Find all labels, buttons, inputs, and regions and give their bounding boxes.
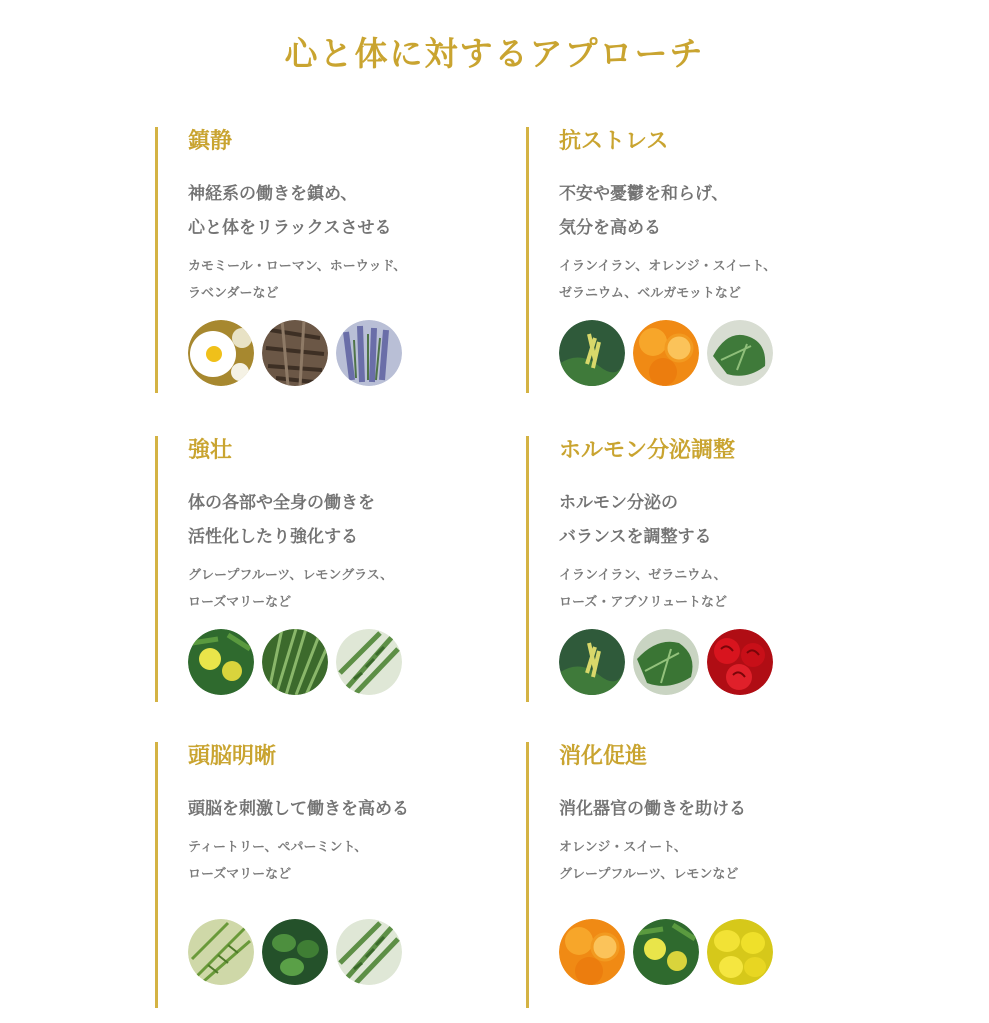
card-oils: ティートリー、ペパーミント、 ローズマリーなど [188,840,368,882]
card-description: ホルモン分泌の バランスを調整する [559,493,712,547]
card-oils: オレンジ・スイート、 グレープフルーツ、レモンなど [559,840,739,882]
tea-tree-photo [188,919,254,985]
ylang-ylang-photo [559,629,625,695]
card-oils: イランイラン、ゼラニウム、 ローズ・アブソリュートなど [559,568,727,610]
red-rose-photo [707,629,773,695]
card-description: 頭脳を刺激して働きを高める [188,799,409,819]
card-tonic [155,436,495,702]
grapefruit-tree-photo [188,629,254,695]
rosemary-photo [336,629,402,695]
card-sedation [155,127,495,393]
grapefruit-tree-photo [633,919,699,985]
card-hormone-balance [526,436,866,702]
card-anti-stress [526,127,866,393]
lavender-photo [336,320,402,386]
card-oils: イランイラン、オレンジ・スイート、 ゼラニウム、ベルガモットなど [559,259,777,301]
chamomile-photo [188,320,254,386]
card-description: 神経系の働きを鎮め、 心と体をリラックスさせる [188,184,392,238]
ylang-ylang-photo [559,320,625,386]
geranium-leaf-photo [707,320,773,386]
card-heading: 鎮静 [188,129,233,154]
card-heading: 強壮 [188,438,233,463]
page-title: 心と体に対するアプローチ [284,34,705,73]
lemongrass-photo [262,629,328,695]
card-oils: カモミール・ローマン、ホーウッド、 ラベンダーなど [188,259,407,301]
orange-photo [633,320,699,386]
card-heading: 消化促進 [559,744,648,769]
card-description: 消化器官の働きを助ける [559,799,746,819]
wood-bark-photo [262,320,328,386]
orange-photo [559,919,625,985]
lemon-photo [707,919,773,985]
peppermint-photo [262,919,328,985]
card-heading: 抗ストレス [559,129,669,154]
card-heading: 頭脳明晰 [188,744,277,769]
card-digestion [526,742,866,1008]
rosemary-photo [336,919,402,985]
card-description: 不安や憂鬱を和らげ、 気分を高める [559,184,729,238]
card-heading: ホルモン分泌調整 [559,438,736,463]
card-mental-clarity [155,742,495,1008]
geranium-leaf-photo [633,629,699,695]
card-oils: グレープフルーツ、レモングラス、 ローズマリーなど [188,568,394,610]
card-description: 体の各部や全身の働きを 活性化したり強化する [188,493,375,547]
